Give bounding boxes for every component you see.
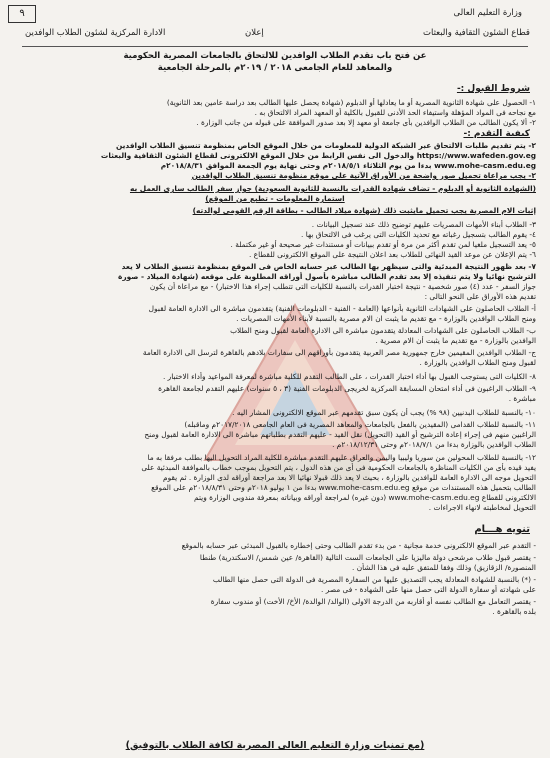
text-line: الالكترونى للقطاع www.mohe-casm.edu.eg (دون غيره) لمراجعة أوراقه وبياناته بمعرفة مندوبى الوزارة ويتم (194, 493, 536, 502)
header-admin: الادارة المركزية لشئون الطلاب الوافدين (25, 28, 166, 38)
text-line: - التقدم عبر الموقع الالكترونى خدمة مجانية - من بدء تقدم الطالب وحتى إخطاره بالقبول المبدئى عبر حسابه بالموقع (181, 541, 536, 550)
text-line: مباشرة . (508, 394, 536, 403)
text-line: ٥- يعد التسجيل ملغيا لمن تقدم أكثر من مرة أو تقدم ببيانات أو مستندات غير صحيحة أو غير مكتملة . (230, 240, 536, 249)
header-center: إعلان (245, 28, 264, 38)
text-line: أ- الطلاب الحاصلون على الشهادات الثانوية بأنواعها (العامة - الفنية - الدبلومات الفنية) يتقدمون مباشرة الى الادارة العامة لقبول (148, 304, 536, 313)
text-line: ٣- الطلاب أبناء الأمهات المصريات عليهم توضيح ذلك عند تسجيل البيانات . (311, 220, 536, 229)
text-line: ب- الطلاب الحاصلون على الشهادات المعادلة يتقدمون مباشرة الى الادارة العامة لقبول ومنح الطلاب (230, 326, 536, 335)
text-line: - يقتصر التعامل مع الطالب نفسه أو أقاربه من الدرجة الاولى (الوالد/ الوالدة/ الأخ/ الأخت) أو مندوب سفارة (210, 597, 536, 606)
text-line: الترشيح نهائيا ولا يتم تنفيذه إلا بعد تقدم الطالب مباشرة بأصول أوراقه المطلوبة على موقعه (شهادة الميلاد - صورة (118, 272, 536, 281)
text-line: - يقتصر قبول طلاب مرشحى دولة ماليزيا على الجامعات الست التالية (القاهرة/ عين شمس/ الاسكندرية) طنطا (199, 553, 536, 562)
text-line: ١٠- بالنسبة للطلاب البدنيين (٩٨ %) يجب أن يكون سبق تقدمهم عبر الموقع الالكترونى المشار اليه . (232, 408, 536, 417)
footer-note: (مع تمنيات وزارة التعليم العالى المصرية لكافة الطلاب بالتوفيق) (125, 740, 425, 751)
text-line: - (*) بالنسبة للشهادة المعادلة يجب التصديق عليها من السفارة المصرية فى الدولة التى حصل منها الطالب (212, 575, 536, 584)
title-line-1: عن فتح باب تقدم الطلاب الوافدين للالتحاق بالجامعات المصرية الحكومية (123, 51, 427, 61)
text-line: الراغبين منهم فى إجراء إعادة الترشيح أو القيد (التحويل) نقل القيد - عليهم التقدم بطلباتهم مباشرة الى الادارة العامة لقبول ومنح (144, 430, 536, 439)
text-line: ٦- يتم الإعلان عن موعد القيد النهائى للطلاب بعد اعلان النتيجة على الموقع الالكترونى للقطاع . (248, 250, 536, 259)
page-number: ٩ (8, 5, 36, 23)
text-line: ٢- يجب مراعاة تحميل صور واضحة من الأوراق الآتية على موقع منظومة تنسيق الطلاب الوافدين (191, 171, 536, 180)
text-line: ١- الحصول على شهادة الثانوية المصرية أو ما يعادلها أو الدبلوم (شهادة يحصل عليها الطالب بعد دراسة عامين بعد الثانوية) (166, 98, 536, 107)
text-line: مع نجاحه فى المواد المؤهلة واستيفاء الحد الأدنى للقبول بالكلية أو المعهد المراد الالتحاق به . (254, 108, 536, 117)
text-line: بلده بالقاهرة . (492, 607, 536, 616)
text-line: ج- الطلاب الوافدين المقيمين خارج جمهورية مصر العربية يتقدمون بأوراقهم الى سفارات بلادهم بالقاهرة لترسل الى الادارة العامة (142, 348, 536, 357)
heading-conditions: شروط القبول :- (456, 84, 530, 94)
text-line: ١١- بالنسبة للطلاب القدامى (المقيدين بالفعل بالجامعات والمعاهد المصرية فى العام الجامعى ٢٠١٧/٢٠١٨م وماقبله) (184, 420, 536, 429)
header-sector: قطاع الشئون الثقافية والبعثات (422, 28, 530, 38)
heading-how-to-apply: كيفية التقدم :- (463, 129, 530, 139)
text-line: المنصورة/ الزقازيق) وذلك وفقا للمتفق عليه فى هذا الشأن . (352, 563, 536, 572)
text-line: التحويل لمخاطبته لانهاء الاجراءات . (428, 503, 536, 512)
text-line: جواز السفر - عدد (٤) صور شخصية - نتيجة اختبار القدرات بالنسبة للكليات التى تتطلب إجراء هذا الاختبار) - مع مراعاة أن يكون (149, 282, 536, 291)
text-line: https://www.wafeden.gov.eg والدخول الى نفس الرابط من خلال الموقع الالكترونى لقطاع الشئون الثقافية والبعثات (100, 151, 536, 160)
text-line: يفيد قيده بأى من الكليات المناظرة بالجامعات الحكومية فى أى من هذه الدول ، يتم التحويل بموجب خطاب بالموافقة المبدئية على (141, 463, 536, 472)
text-line: ١٢- بالنسبة للطلاب المحولين من سوريا وليبيا واليمن والعراق عليهم التقدم مباشرة للكلية المراد التحويل اليها بطلب مرفقا به ما (147, 453, 536, 462)
text-line: ٢- ألا يكون الطالب من الطلاب الوافدين بأى جامعة أو معهد إلا بعد صدور الموافقة على قبوله من جانب الوزارة . (196, 118, 536, 127)
text-line: الطلاب الوافدين بالوزارة بدءا من ٢٠١٨/٧/١م وحتى ٢٠١٨/١٢/٣١م . (332, 440, 536, 449)
text-line: الوافدين بالوزارة - مع تقديم ما يثبت أن الام مصرية . (375, 336, 536, 345)
text-line: التحويل موجه الى الادارة العامة للوافدين بالوزارة ، بحيث لا يعد ذلك قبولا نهائيا الا بعد مراجعة أوراقه لدى الوزارة . ثم يقوم (163, 473, 536, 482)
header-divider (22, 46, 528, 47)
heading-notes: تنويه هـــام (474, 524, 530, 535)
text-line: ٩- الطلاب الراغبون فى أداء امتحان المسابقة المركزية لخريجى الدبلومات الفنية (٣ ، ٥ سنوات) عليهم التقدم لجامعة القاهرة (158, 384, 536, 393)
text-line: ٨- الكليات التى يستوجب القبول بها أداء اختبار القدرات ، على الطالب التقدم للكلية مباشرة لمعرفة المواعيد وأداء الاختبار . (162, 372, 536, 381)
text-line: لقبول ومنح الطلاب الوافدين بالوزارة . (419, 358, 536, 367)
header-ministry: وزارة التعليم العالى (453, 8, 522, 18)
text-line: ٢- يتم تقديم طلبات الالتحاق عبر الشبكة الدولية للمعلومات من خلال الموقع الخاص بمنظومة تنسيق الطلاب الوافدين (116, 141, 536, 150)
text-line: إثبات الام المصرية يجب تحميل مايثبت ذلك (شهادة ميلاد الطالب - بطاقة الرقم القومى لوالدته) (192, 206, 536, 215)
text-line: تقديم هذه الأوراق على النحو التالى : (424, 292, 536, 301)
text-line: الطالب بتحميل هذه المستندات من موقع www.mohe-casm.edu.eg بدءا من ١ يوليو ٢٠١٨م وحتى ٢٠١٨/٨/٣١م على الموقع (151, 483, 536, 492)
text-line: استمارة المعلومات - تطبع من الموقع) (205, 194, 345, 203)
text-line: على شهادته أو سفارة الدولة التى حصل منها على الشهادة - فى مصر . (321, 585, 536, 594)
text-line: www.mohe-casm.edu.eg بدءا من يوم الثلاثاء ٢٠١٨/٥/١م وحتى نهاية يوم الجمعة الموافق ٢٠١٨/٨/٣١م (160, 161, 536, 170)
title-line-2: والمعاهد للعام الجامعى ٢٠١٨ / ٢٠١٩م بالمرحلة الجامعية (157, 63, 393, 73)
text-line: ومنح الطلاب الوافدين بالوزارة - مع تقديم ما يثبت ان الام مصرية بالنسبة لأبناء الأمهات المصريات . (236, 314, 536, 323)
text-line: ٧- بعد ظهور النتيجة المبدئية والتى سيظهر بها الطالب عبر حسابه الخاص فى الموقع بمنظومة تنسيق الطلاب لا يعد (121, 262, 536, 271)
text-line: ٤- يقوم الطالب بتسجيل رغباته مع تحديد الكليات التى يرغب فى الالتحاق بها . (301, 230, 536, 239)
text-line: (الشهادة الثانوية أو الدبلوم - تضاف شهادة القدرات بالنسبة للثانوية السعودية) جواز سفر الطالب سارى العمل به (129, 184, 536, 193)
